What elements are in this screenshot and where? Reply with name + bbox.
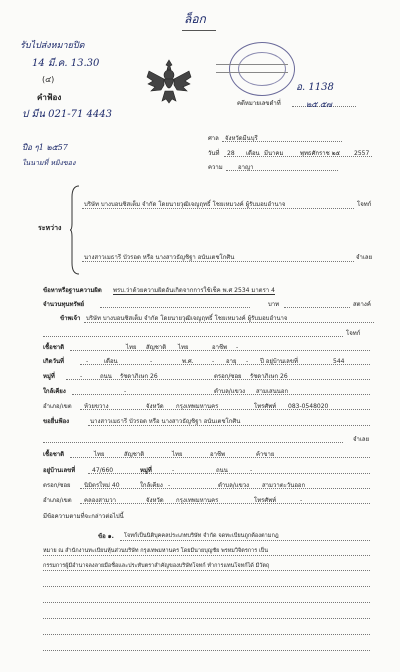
amount-satang-line xyxy=(284,307,350,308)
court-line xyxy=(222,141,342,142)
blank-line-5 xyxy=(43,650,370,651)
near-label: ใกล้เคียง xyxy=(43,388,66,395)
date-day: 28 xyxy=(227,150,235,157)
date-year: 2557 xyxy=(354,150,370,157)
clause-line-1: โจทก์เป็นนิติบุคคลประเภทบริษัท จำกัด จดทะเบียนถูกต้องตามกฎ xyxy=(124,533,279,539)
charge-label: ข้อหาหรือฐานความผิด xyxy=(43,287,102,294)
blank-line-3 xyxy=(43,618,370,619)
clause-line-2: หมาย ณ สำนักงานทะเบียนหุ้นส่วนบริษัท กรุงเทพมหานคร โดยมีนายบุญชัย พรหมวิจิตรการ เป็น xyxy=(43,548,269,554)
date-line xyxy=(224,156,372,157)
form-number: (๔) xyxy=(42,75,55,84)
court-stamp-inner xyxy=(238,52,286,86)
court-label: ศาล xyxy=(208,135,219,142)
moo-label-2: หมู่ที่ xyxy=(140,467,152,474)
case-type-label: ความ xyxy=(208,164,223,171)
occupation-label-2: อาชีพ xyxy=(210,451,225,458)
party-bracket-icon xyxy=(70,185,80,275)
subdistrict-value: สามเสนนอก xyxy=(256,388,289,395)
defendant-line xyxy=(82,261,354,262)
plaintiff-intro-line-2 xyxy=(43,336,343,337)
age-value: - xyxy=(246,358,249,365)
margin-note-2: ในนามที่ หมิงของ xyxy=(22,159,76,167)
amount-satang-label: สตางค์ xyxy=(353,301,371,308)
defendant-role-2: จำเลย xyxy=(353,436,370,443)
nationality-label: สัญชาติ xyxy=(146,344,167,351)
clause-line-1-rule xyxy=(120,540,370,541)
phone-value-2: - xyxy=(300,497,303,504)
house-line-2 xyxy=(88,473,370,474)
clause-line-3-rule xyxy=(43,570,370,571)
nationality-value: ไทย xyxy=(178,344,189,351)
plaintiff-intro-label: ข้าพเจ้า xyxy=(60,315,81,322)
district-line xyxy=(80,409,370,410)
nationality-label-2: สัญชาติ xyxy=(124,451,145,458)
case-type-value: อาญา xyxy=(238,164,254,171)
soi-label: ตรอก/ซอย xyxy=(214,373,242,380)
moo-value-2: - xyxy=(172,467,175,474)
amount-baht-label: บาท xyxy=(268,301,280,308)
defendant-name: นางสาวเมธารี บัวรอด หรือ นางสาวธัญชิฐา อนันเตชโกศิน xyxy=(84,254,235,261)
blank-line-4 xyxy=(43,634,370,635)
province-value-2: กรุงเทพมหานคร xyxy=(176,497,219,504)
charge-value: พรบ.ว่าด้วยความผิดอันเกิดจากการใช้เช็ค พ.ศ 2534 มาตรา 4 xyxy=(113,287,275,294)
race-label-2: เชื้อชาติ xyxy=(43,451,65,458)
phone-label: โทรศัพท์ xyxy=(254,403,277,410)
phone-value: 083-0548020 xyxy=(288,403,329,410)
plaintiff-line xyxy=(82,208,354,209)
stamp-strike-2 xyxy=(216,72,288,73)
date-month: มีนาคม xyxy=(264,150,284,157)
near-value-2: - xyxy=(168,482,171,489)
road-label: ถนน xyxy=(100,373,112,380)
subdistrict-label-2: ตำบล/แขวง xyxy=(218,482,250,489)
plaintiff-name: บริษัท บางบอนซิสเต็ม จำกัด โดยนายวุฒิเจญฤทธิ์ โชยเหมวงค์ ผู้รับมอบอำนาจ xyxy=(84,201,286,208)
road-label-2: ถนน xyxy=(216,467,228,474)
sue-line xyxy=(88,425,370,426)
clause-line-2-rule xyxy=(43,555,370,556)
date-label: วันที่ xyxy=(208,150,220,157)
phone-label-2: โทรศัพท์ xyxy=(254,497,277,504)
amount-line xyxy=(100,307,250,308)
year-label: พุทธศักราช ๒๕ xyxy=(300,150,341,157)
case-number: อ. 1138 xyxy=(296,82,334,93)
race-value: ไทย xyxy=(126,344,137,351)
moo-line xyxy=(66,379,370,380)
moo-value: - xyxy=(80,373,83,380)
sue-label: ขอยื่นฟ้อง xyxy=(43,418,70,425)
soi-value: รัชดาภิเษก 26 xyxy=(250,373,288,380)
plaintiff-role: โจทก์ xyxy=(357,201,372,208)
between-label: ระหว่าง xyxy=(38,224,62,232)
month-label: เดือน xyxy=(246,150,260,157)
sue-line-2 xyxy=(43,442,343,443)
house-label-2: อยู่บ้านเลขที่ xyxy=(43,467,76,474)
subdistrict-value-2: สามวาตะวันออก xyxy=(262,482,306,489)
soi-line-2 xyxy=(80,488,370,489)
clause-line-3: กรรมการผู้มีอำนาจลงลายมือชื่อและประทับตราสำคัญของบริษัทโจทก์ ทำการแทนโจทก์ได้ มีวัตถุ xyxy=(43,563,270,569)
near-line xyxy=(72,394,370,395)
amount-label: จำนวนทุนทรัพย์ xyxy=(43,301,85,308)
occupation-value: - xyxy=(236,344,239,351)
race-line xyxy=(70,350,370,351)
following-label: มีข้อความตามที่จะกล่าวต่อไปนี้ xyxy=(43,513,124,520)
birth-line xyxy=(80,364,370,365)
plaintiff-intro: บริษัท บางบอนซิสเต็ม จำกัด โดยนายวุฒิเจญฤทธิ์ โชยเหมวงค์ ผู้รับมอบอำนาจ xyxy=(86,315,288,322)
province-label-2: จังหวัด xyxy=(146,497,164,504)
birth-day-value: - xyxy=(86,358,89,365)
province-label: จังหวัด xyxy=(146,403,164,410)
plaintiff-intro-line xyxy=(84,322,374,323)
race-line-2 xyxy=(70,457,370,458)
sue-value: นางสาวเมธารี บัวรอด หรือ นางสาวธัญชิฐา อนันเตชโกศิน xyxy=(90,418,241,425)
race-label: เชื้อชาติ xyxy=(43,344,65,351)
seal-label: ล็อก xyxy=(184,12,206,26)
clause-number: ข้อ ๑. xyxy=(98,533,114,540)
phone-note: ป มีน 021-71 4443 xyxy=(22,109,112,120)
district-value: ห้วยขวาง xyxy=(84,403,109,410)
age-label: อายุ xyxy=(226,358,237,365)
blank-line-1 xyxy=(43,586,370,587)
nationality-value-2: ไทย xyxy=(172,451,183,458)
court-value: จังหวัดมีนบุรี xyxy=(225,135,258,142)
soi-value-2: นิมิตรใหม่ 40 xyxy=(84,482,120,489)
district-label: อำเภอ/เขต xyxy=(43,403,72,410)
stamp-strike-1 xyxy=(216,64,288,65)
house-no-value-2: 47/660 xyxy=(92,467,114,474)
case-type-line xyxy=(226,170,338,171)
birth-year-value: - xyxy=(212,358,215,365)
birth-day-label: เกิดวันที่ xyxy=(43,358,65,365)
subdistrict-label: ตำบล/แขวง xyxy=(214,388,246,395)
moo-label: หมู่ที่ xyxy=(43,373,55,380)
occupation-value-2: ค้าขาย xyxy=(256,451,275,458)
district-value-2: คลองสามวา xyxy=(84,497,116,504)
case-year: ๒๕ ๕๗ xyxy=(306,100,332,109)
house-no-value: 544 xyxy=(333,358,345,365)
garuda-emblem-icon xyxy=(145,57,193,107)
occupation-label: อาชีพ xyxy=(212,344,227,351)
age-unit: ปี อยู่บ้านเลขที่ xyxy=(260,358,298,365)
form-title: คำฟ้อง xyxy=(37,93,62,102)
defendant-role: จำเลย xyxy=(356,254,373,261)
birth-month-label: เดือน xyxy=(104,358,118,365)
received-note: รับไปส่งหมายปิด xyxy=(20,41,85,51)
district-label-2: อำเภอ/เขต xyxy=(43,497,72,504)
blank-line-2 xyxy=(43,602,370,603)
province-value: กรุงเทพมหานคร xyxy=(176,403,219,410)
near-value: - xyxy=(124,388,127,395)
received-date: 14 มี.ค. 13.30 xyxy=(32,58,100,69)
road-value: รัชดาภิเษก 26 xyxy=(120,373,158,380)
road-value-2: - xyxy=(250,467,253,474)
soi-label-2: ตรอก/ซอย xyxy=(43,482,71,489)
race-value-2: ไทย xyxy=(94,451,105,458)
district-line-2 xyxy=(80,503,370,504)
seal-underline xyxy=(182,30,216,31)
margin-note-1: ปือ ๆ1 ๒๕57 xyxy=(22,143,68,152)
near-label-2: ใกล้เคียง xyxy=(140,482,163,489)
plaintiff-role-2: โจทก์ xyxy=(346,330,361,337)
birth-month-value: - xyxy=(150,358,153,365)
birth-year-label: พ.ศ. xyxy=(182,358,194,365)
black-case-label: คดีหมายเลขดำที่ xyxy=(237,100,281,107)
